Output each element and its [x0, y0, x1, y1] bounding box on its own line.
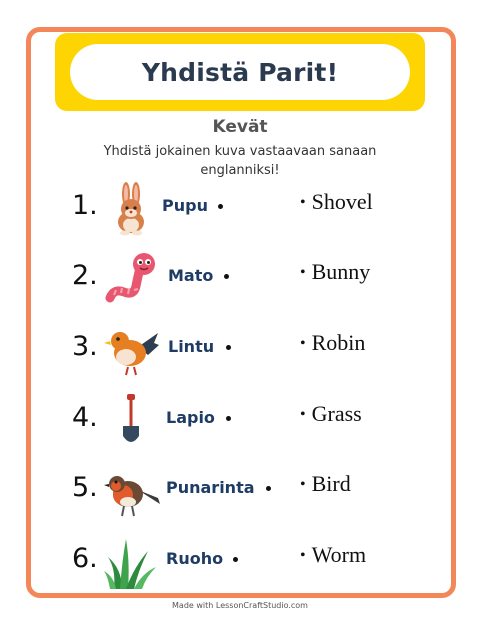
- left-bullet[interactable]: [226, 416, 231, 421]
- row-number: 1.: [72, 190, 98, 221]
- left-bullet[interactable]: [233, 557, 238, 562]
- finnish-word: Punarinta: [166, 478, 255, 497]
- robin-icon: [104, 462, 160, 518]
- left-bullet[interactable]: [218, 204, 223, 209]
- left-bullet[interactable]: [224, 274, 229, 279]
- english-word[interactable]: • Bunny: [300, 259, 371, 284]
- english-word[interactable]: • Shovel: [300, 189, 373, 214]
- english-word[interactable]: • Bird: [300, 471, 351, 496]
- shovel-icon: [104, 392, 160, 448]
- grass-icon: [104, 533, 160, 589]
- footer-credit: Made with LessonCraftStudio.com: [172, 601, 308, 610]
- match-row-1: [0, 180, 480, 240]
- rabbit-icon: [104, 180, 160, 236]
- english-word[interactable]: • Robin: [300, 330, 366, 355]
- match-row-5: [0, 462, 480, 522]
- row-number: 6.: [72, 543, 98, 574]
- title-pill: [70, 44, 410, 100]
- match-row-6: [0, 533, 480, 593]
- left-bullet[interactable]: [266, 486, 271, 491]
- finnish-word: Lapio: [166, 408, 215, 427]
- row-number: 2.: [72, 260, 98, 291]
- match-row-3: [0, 321, 480, 381]
- left-bullet[interactable]: [226, 345, 231, 350]
- instructions-line-2: englanniksi!: [200, 163, 280, 178]
- english-word[interactable]: • Worm: [300, 542, 367, 567]
- row-number: 3.: [72, 331, 98, 362]
- finnish-word: Lintu: [168, 337, 215, 356]
- page-title: Yhdistä Parit!: [141, 57, 339, 87]
- instructions-line-1: Yhdistä jokainen kuva vastaavaan sanaan: [103, 144, 377, 159]
- finnish-word: Pupu: [162, 196, 208, 215]
- row-number: 4.: [72, 402, 98, 433]
- row-number: 5.: [72, 472, 98, 503]
- worm-icon: [104, 250, 160, 306]
- english-word[interactable]: • Grass: [300, 401, 362, 426]
- match-row-2: [0, 250, 480, 310]
- finnish-word: Mato: [168, 266, 214, 285]
- bird-icon: [104, 321, 160, 377]
- subtitle: Kevät: [212, 117, 268, 137]
- finnish-word: Ruoho: [166, 549, 224, 568]
- instructions: [70, 142, 410, 180]
- match-row-4: [0, 392, 480, 452]
